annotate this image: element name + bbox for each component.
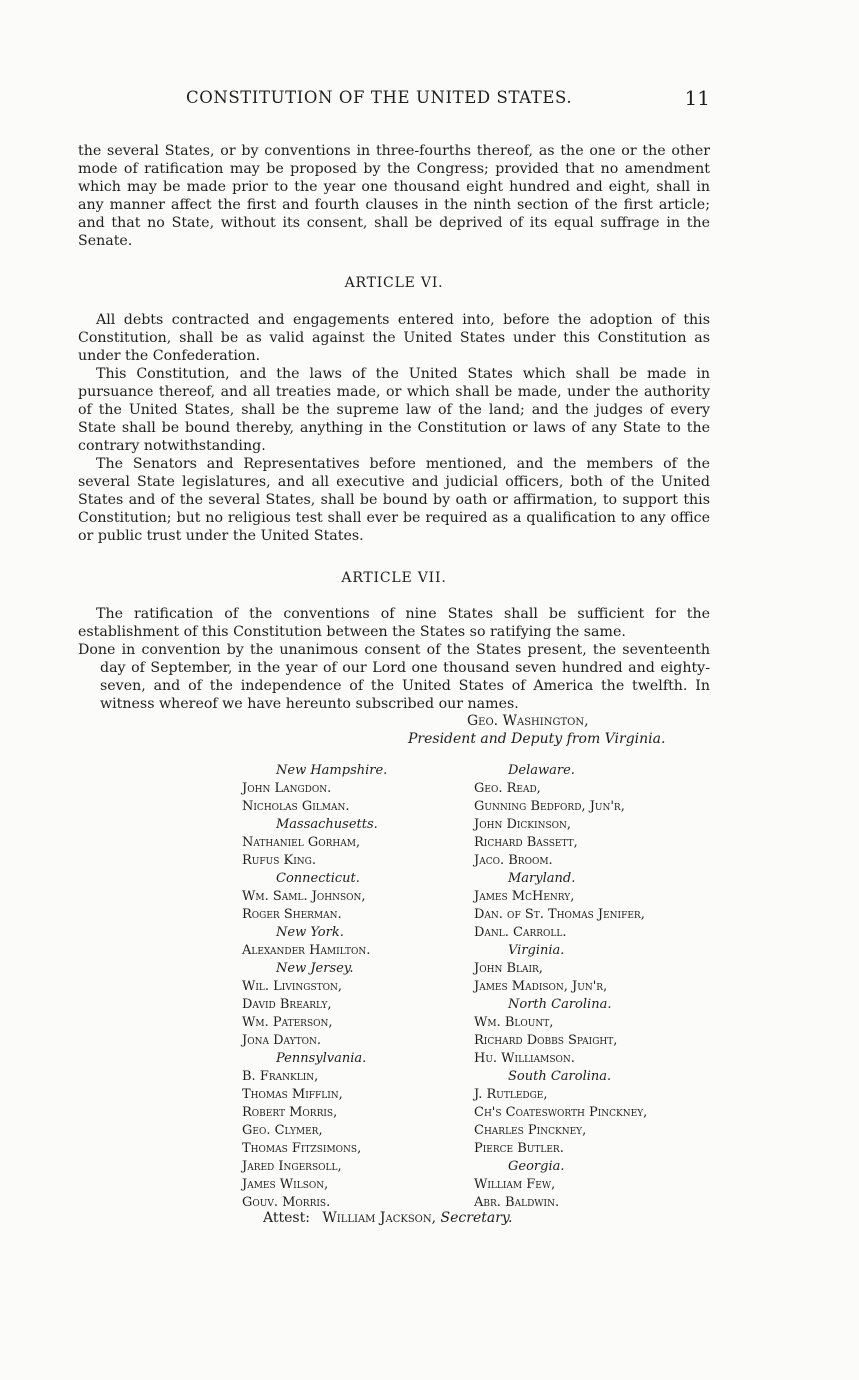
state-heading: New York. <box>276 925 344 940</box>
attest-title: Secretary. <box>440 1210 513 1226</box>
signer-name: Thomas Mifflin, <box>242 1087 343 1102</box>
signer-name: Geo. Read, <box>474 781 541 796</box>
signer-name: Richard Dobbs Spaight, <box>474 1033 618 1048</box>
attest-name: William Jackson, <box>322 1210 437 1226</box>
state-heading: Maryland. <box>508 871 576 886</box>
attest-label: Attest: <box>263 1210 310 1226</box>
signers-left-column <box>242 762 470 1212</box>
signer-name: Danl. Carroll. <box>474 925 567 940</box>
signer-name: Alexander Hamilton. <box>242 943 371 958</box>
signer-name: William Few, <box>474 1177 556 1192</box>
signer-name: Gouv. Morris. <box>242 1195 331 1210</box>
running-head <box>78 88 710 114</box>
state-heading: Pennsylvania. <box>276 1051 367 1066</box>
signer-name: James Wilson, <box>242 1177 329 1192</box>
signer-name: B. Franklin, <box>242 1069 319 1084</box>
state-heading: Massachusetts. <box>276 817 378 832</box>
attest-line <box>263 1210 512 1226</box>
state-heading: North Carolina. <box>508 997 612 1012</box>
president-title: President and Deputy from Virginia. <box>408 731 666 747</box>
signer-name: Jared Ingersoll, <box>242 1159 342 1174</box>
signer-name: Robert Morris, <box>242 1105 338 1120</box>
article-vi-paragraph-1: All debts contracted and engagements entered into, before the adoption of this Constitution, shall be as valid against the United States under this Constitution as under the Confederation. <box>78 312 710 364</box>
done-in-convention: Done in convention by the unanimous consent of the States present, the seventeenth day of September, in the year of our Lord one thousand seven hundred and eighty-seven, and of the independence of the United States of America the twelfth. In witness whereof we have hereunto subscribed our names. <box>78 642 710 712</box>
signer-name: Pierce Butler. <box>474 1141 564 1156</box>
signer-name: Geo. Clymer, <box>242 1123 323 1138</box>
article-vi-heading: ARTICLE VI. <box>344 275 444 291</box>
signer-name: Dan. of St. Thomas Jenifer, <box>474 907 645 922</box>
signer-name: Abr. Baldwin. <box>474 1195 560 1210</box>
signer-name: Wil. Livingston, <box>242 979 343 994</box>
signer-name: Nathaniel Gorham, <box>242 835 361 850</box>
signers-right-column <box>474 762 722 1212</box>
state-heading: New Hampshire. <box>276 763 388 778</box>
signer-name: Jaco. Broom. <box>474 853 553 868</box>
signer-name: John Langdon. <box>242 781 332 796</box>
signer-name: J. Rutledge, <box>474 1087 548 1102</box>
signer-name: Wm. Saml. Johnson, <box>242 889 366 904</box>
president-name: Geo. Washington, <box>467 713 589 729</box>
article-vi-paragraph-2: This Constitution, and the laws of the United States which shall be made in pursuance thereof, and all treaties made, or which shall be made, under the authority of the United States, shall be the supreme law of the land; and the judges of every State shall be bound thereby, anything in the Constitution or laws of any State to the contrary notwithstanding. <box>78 366 710 454</box>
signer-name: David Brearly, <box>242 997 332 1012</box>
state-heading: Virginia. <box>508 943 565 958</box>
signer-name: James McHenry, <box>474 889 575 904</box>
state-heading: Georgia. <box>508 1159 565 1174</box>
signer-name: Wm. Paterson, <box>242 1015 333 1030</box>
state-heading: Connecticut. <box>276 871 360 886</box>
article-v-continuation: the several States, or by conventions in three-fourths thereof, as the one or the other mode of ratification may be proposed by the Congress; provided that no amendment which may be made prior to the year one thousand eight hundred and eight, shall in any manner affect the first and fourth clauses in the ninth section of the first article; and that no State, without its consent, shall be deprived of its equal suffrage in the Senate. <box>78 143 710 249</box>
state-heading: South Carolina. <box>508 1069 612 1084</box>
article-vi-paragraph-3: The Senators and Representatives before mentioned, and the members of the several State legislatures, and all executive and judicial officers, both of the United States and of the several States, shall be bound by oath or affirmation, to support this Constitution; but no religious test shall ever be required as a qualification to any office or public trust under the United States. <box>78 456 710 544</box>
signer-name: Roger Sherman. <box>242 907 342 922</box>
signer-name: John Blair, <box>474 961 543 976</box>
signer-name: Charles Pinckney, <box>474 1123 587 1138</box>
signer-name: Hu. Williamson. <box>474 1051 575 1066</box>
signer-name: Richard Bassett, <box>474 835 578 850</box>
signer-name: Thomas Fitzsimons, <box>242 1141 362 1156</box>
signer-name: James Madison, Jun'r, <box>474 979 608 994</box>
article-vii-paragraph: The ratification of the conventions of nine States shall be sufficient for the establishment of this Constitution between the States so ratifying the same. <box>78 606 710 640</box>
signer-name: Wm. Blount, <box>474 1015 554 1030</box>
article-vii-heading: ARTICLE VII. <box>341 570 447 586</box>
article-vi-body <box>78 311 710 545</box>
signer-name: John Dickinson, <box>474 817 572 832</box>
signer-name: Nicholas Gilman. <box>242 799 350 814</box>
state-heading: Delaware. <box>508 763 575 778</box>
signer-name: Jona Dayton. <box>242 1033 321 1048</box>
signer-name: Ch's Coatesworth Pinckney, <box>474 1105 648 1120</box>
page-title: CONSTITUTION OF THE UNITED STATES. <box>186 88 573 107</box>
signer-name: Gunning Bedford, Jun'r, <box>474 799 625 814</box>
page-number: 11 <box>684 86 710 110</box>
signer-name: Rufus King. <box>242 853 316 868</box>
state-heading: New Jersey. <box>276 961 354 976</box>
article-vii-body <box>78 605 710 713</box>
